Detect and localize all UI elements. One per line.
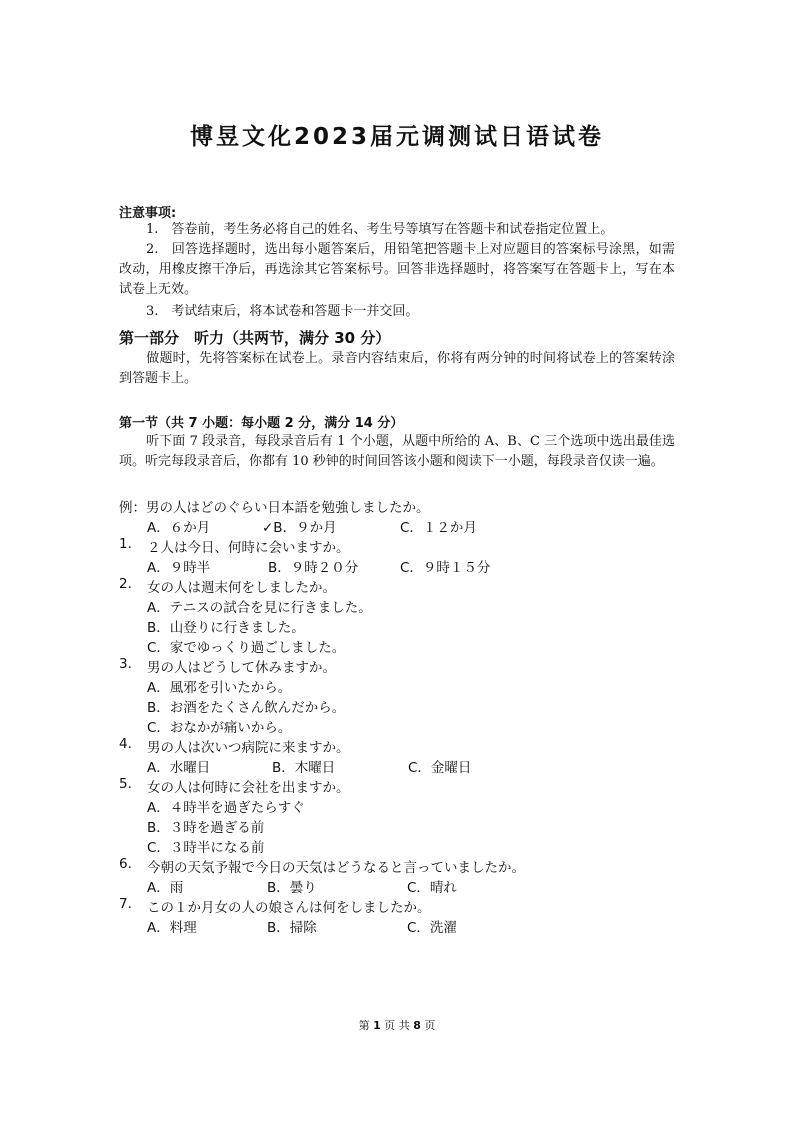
option-b: B．掃除 — [267, 920, 317, 936]
option-c: C．９時１５分 — [400, 560, 491, 576]
example-option-b: ✓B．９か月 — [262, 520, 337, 536]
option-b: B．お酒をたくさん飲んだから。 — [147, 700, 346, 716]
option-c: C．晴れ — [407, 880, 457, 896]
notice-heading: 注意事项: — [119, 206, 177, 221]
question-number: 7. — [119, 896, 132, 912]
option-a: A．９時半 — [147, 560, 211, 576]
question-number: 2. — [119, 576, 132, 592]
notice-item-1: 1. 答卷前，考生务必将自己的姓名、考生号等填写在答题卡和试卷指定位置上。 — [146, 222, 614, 237]
example-option-c: C．１２か月 — [400, 520, 477, 536]
option-a: A．風邪を引いたから。 — [147, 680, 292, 696]
option-c: C．おなかが痛いから。 — [147, 720, 292, 736]
exam-title: 博昱文化2023届元调测试日语试卷 — [189, 124, 604, 150]
option-a: A．４時半を過ぎたらすぐ — [147, 800, 305, 816]
notice-item-2: 2. 回答选择题时，选出每小题答案后，用铅笔把答题卡上对应题目的答案标号涂黑，如需改动，用橡皮擦干净后，再选涂其它答案标号。回答非选择题时，将答案写在答题卡上，写在本试卷上无效。 — [119, 242, 675, 297]
option-b: B．木曜日 — [272, 760, 336, 776]
option-b: B．９時２０分 — [268, 560, 359, 576]
part1-intro: 做题时，先将答案标在试卷上。录音内容结束后，你将有两分钟的时间将试卷上的答案转涂到答题卡上。 — [119, 351, 675, 386]
example-option-a: A．６か月 — [147, 520, 211, 536]
question-number: 1. — [119, 536, 132, 552]
question-text: 男の人は次いつ病院に来ますか。 — [147, 740, 350, 756]
option-a: A．水曜日 — [147, 760, 211, 776]
option-c: C．家でゆっくり過ごしました。 — [147, 640, 346, 656]
question-text: 今朝の天気予報で今日の天気はどうなると言っていましたか。 — [147, 860, 525, 876]
section1-intro: 听下面 7 段录音，每段录音后有 1 个小题，从题中所给的 A、B、C 三个选项中选出最佳选项。听完每段录音后，你都有 10 秒钟的时间回答该小题和阅读下一小题，每段录音仅读一遍。 — [119, 434, 675, 469]
option-b: B．曇り — [267, 880, 317, 896]
notice-item-3: 3. 考试结束后，将本试卷和答题卡一并交回。 — [146, 304, 419, 319]
option-c: C．３時半になる前 — [147, 840, 265, 856]
question-number: 6. — [119, 856, 132, 872]
part1-heading: 第一部分 听力（共两节，满分 30 分） — [119, 329, 391, 347]
question-text: 女の人は何時に会社を出ますか。 — [147, 780, 350, 796]
question-text: 男の人はどうして休みますか。 — [147, 660, 336, 676]
option-c: C．洗濯 — [407, 920, 457, 936]
question-number: 4. — [119, 736, 132, 752]
option-a: A．テニスの試合を見に行きました。 — [147, 600, 372, 616]
example-question: 例：男の人はどのぐらい日本語を勉強しましたか。 — [119, 500, 430, 516]
option-c: C．金曜日 — [408, 760, 472, 776]
page-footer: 第 1 页 共 8 页 — [358, 1019, 436, 1032]
question-text: ２人は今日、何時に会いますか。 — [147, 540, 350, 556]
question-number: 3. — [119, 656, 132, 672]
option-a: A．雨 — [147, 880, 184, 896]
option-a: A．料理 — [147, 920, 197, 936]
question-text: この１か月女の人の娘さんは何をしましたか。 — [147, 900, 431, 916]
question-text: 女の人は週末何をしましたか。 — [147, 580, 336, 596]
option-b: B．３時を過ぎる前 — [147, 820, 265, 836]
section1-heading: 第一节（共 7 小题：每小题 2 分，满分 14 分） — [119, 416, 404, 431]
question-number: 5. — [119, 776, 132, 792]
option-b: B．山登りに行きました。 — [147, 620, 305, 636]
